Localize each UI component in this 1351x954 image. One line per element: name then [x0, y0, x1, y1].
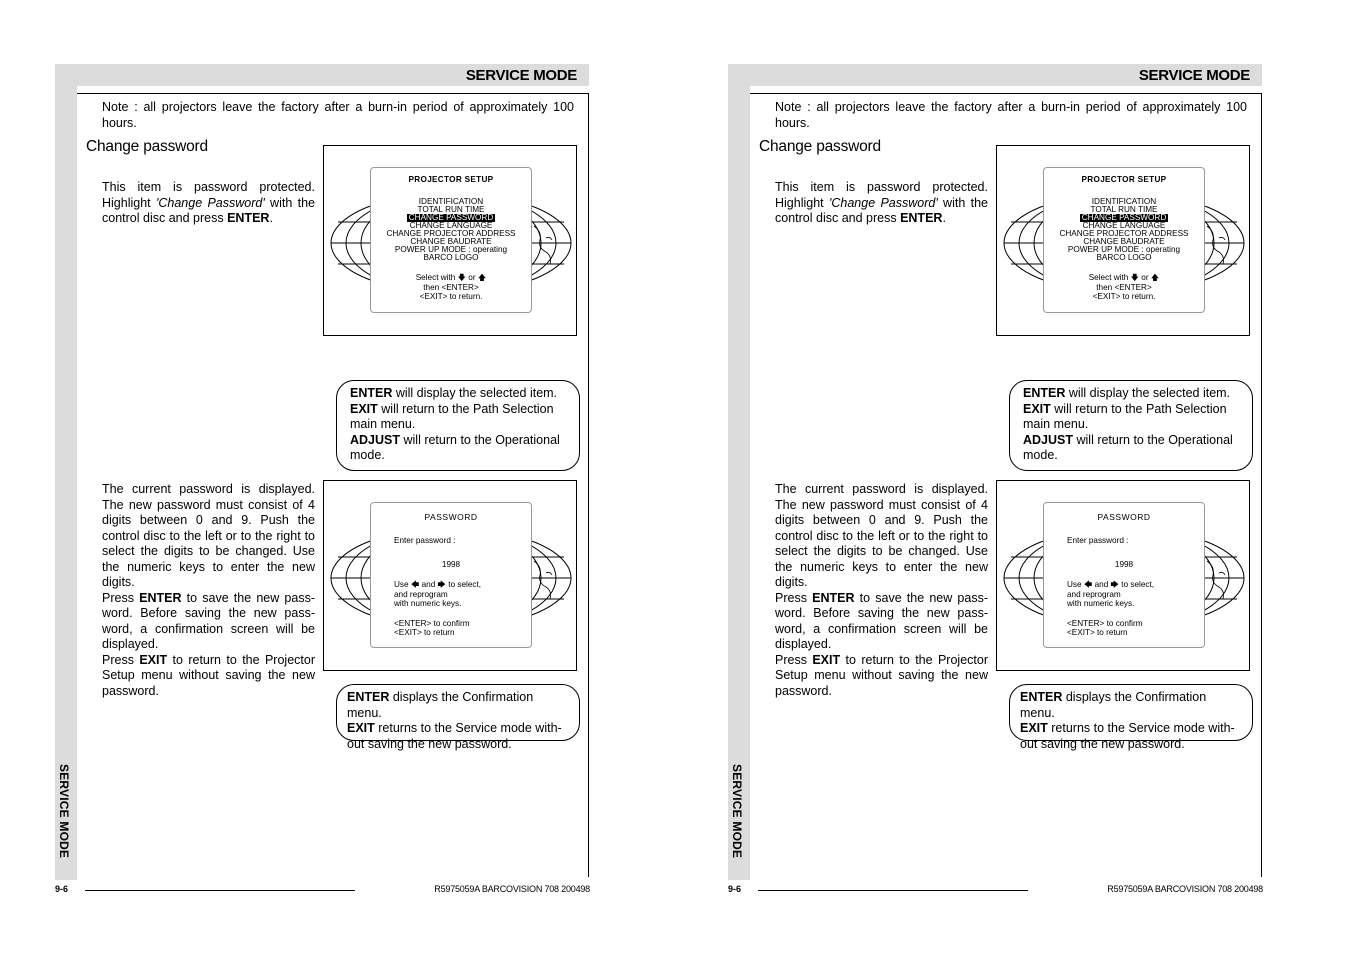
- document-page-right: [728, 64, 1264, 902]
- side-strip: [728, 64, 750, 880]
- arrow-left-icon: 🡄: [1083, 580, 1093, 589]
- password-value: 1998: [441, 560, 461, 569]
- password-prompt: Enter password :: [394, 536, 456, 545]
- menu-item[interactable]: CHANGE PROJECTOR ADDRESS: [386, 229, 516, 238]
- menu-items: [1044, 198, 1204, 262]
- password-screenshot: [323, 480, 577, 671]
- navigation-callout: ENTER will display the selected item. EXIT will return to the Path Selection main menu. ADJUST will return to the Operational mode.: [336, 380, 580, 471]
- navigation-callout: ENTER will display the selected item. EXIT will return to the Path Selection main menu. ADJUST will return to the Operational mode.: [1009, 380, 1253, 471]
- factory-note: Note : all projectors leave the factory after a burn-in period of approximately 100 hours.: [775, 100, 1247, 130]
- footer-page-number: 9-6: [728, 884, 742, 894]
- menu-footer: Select with 🡇 or 🡅 then <ENTER> <EXIT> to return.: [415, 273, 487, 301]
- side-label: SERVICE MODE: [57, 764, 71, 859]
- menu-item[interactable]: TOTAL RUN TIME: [1090, 205, 1158, 214]
- menu-item[interactable]: BARCO LOGO: [1096, 253, 1152, 262]
- menu-item[interactable]: CHANGE BAUDRATE: [410, 237, 492, 246]
- arrow-up-icon: 🡅: [477, 273, 487, 282]
- password-title: PASSWORD: [424, 512, 478, 522]
- top-rule: [750, 93, 1262, 94]
- menu-item[interactable]: POWER UP MODE : operating: [394, 245, 508, 254]
- password-value: 1998: [1114, 560, 1134, 569]
- section-title: Change password: [86, 138, 208, 155]
- arrow-left-icon: 🡄: [410, 580, 420, 589]
- header-bar: [77, 64, 589, 86]
- footer-rule: [758, 890, 1028, 891]
- menu-item[interactable]: POWER UP MODE : operating: [1067, 245, 1181, 254]
- menu-title: PROJECTOR SETUP: [408, 175, 494, 184]
- menu-item[interactable]: IDENTIFICATION: [1091, 197, 1157, 206]
- password-menu: [1043, 502, 1205, 648]
- password-screenshot: [996, 480, 1250, 671]
- menu-item[interactable]: CHANGE BAUDRATE: [1083, 237, 1165, 246]
- side-label: SERVICE MODE: [730, 764, 744, 859]
- arrow-right-icon: 🡆: [1110, 580, 1120, 589]
- password-menu: [370, 502, 532, 648]
- arrow-right-icon: 🡆: [437, 580, 447, 589]
- menu-item[interactable]: CHANGE LANGUAGE: [1082, 221, 1166, 230]
- intro-text: This item is password protected. Highlight 'Change Password' with the control disc and press ENTER.: [775, 180, 988, 225]
- intro-text: This item is password protected. Highlight 'Change Password' with the control disc and press ENTER.: [102, 180, 315, 225]
- arrow-down-icon: 🡇: [457, 273, 467, 282]
- side-strip: [55, 64, 77, 880]
- footer-document-id: R5975059A BARCOVISION 708 200498: [1107, 884, 1263, 894]
- factory-note: Note : all projectors leave the factory after a burn-in period of approximately 100 hours.: [102, 100, 574, 130]
- right-rule: [588, 93, 589, 877]
- password-actions: <ENTER> to confirm <EXIT> to return: [394, 618, 470, 637]
- projector-setup-menu: [1043, 167, 1205, 313]
- password-title: PASSWORD: [1097, 512, 1151, 522]
- arrow-up-icon: 🡅: [1150, 273, 1160, 282]
- menu-item[interactable]: TOTAL RUN TIME: [417, 205, 485, 214]
- menu-items: [371, 198, 531, 262]
- menu-item[interactable]: CHANGE LANGUAGE: [409, 221, 493, 230]
- footer-document-id: R5975059A BARCOVISION 708 200498: [434, 884, 590, 894]
- footer-rule: [85, 890, 355, 891]
- password-help: Use 🡄 and 🡆 to select, and reprogram with numeric keys.: [394, 580, 482, 608]
- confirmation-callout: ENTER displays the Confirmation menu. EXIT returns to the Service mode with-out saving the new password.: [1009, 684, 1253, 741]
- menu-item[interactable]: BARCO LOGO: [423, 253, 479, 262]
- menu-item[interactable]: CHANGE PROJECTOR ADDRESS: [1059, 229, 1189, 238]
- page-header-title: SERVICE MODE: [465, 67, 577, 84]
- confirmation-callout: ENTER displays the Confirmation menu. EXIT returns to the Service mode with-out saving the new password.: [336, 684, 580, 741]
- projector-setup-screenshot: [323, 145, 577, 336]
- menu-footer: Select with 🡇 or 🡅 then <ENTER> <EXIT> to return.: [1088, 273, 1160, 301]
- password-prompt: Enter password :: [1067, 536, 1129, 545]
- password-instructions: The current password is displayed. The new password must consist of 4 digits between 0 and 9. Push the control disc to the left or to the right to select the digits to be changed. Use the numeric keys to enter the new digits. Press ENTER to save the new pass-word. Before saving the new pass-word, a confirmation screen will be displayed. Press EXIT to return to the Projector Setup menu without saving the new password.: [775, 482, 988, 698]
- top-rule: [77, 93, 589, 94]
- password-help: Use 🡄 and 🡆 to select, and reprogram with numeric keys.: [1067, 580, 1155, 608]
- projector-setup-screenshot: [996, 145, 1250, 336]
- section-title: Change password: [759, 138, 881, 155]
- menu-item[interactable]: IDENTIFICATION: [418, 197, 484, 206]
- password-instructions: The current password is displayed. The new password must consist of 4 digits between 0 and 9. Push the control disc to the left or to the right to select the digits to be changed. Use the numeric keys to enter the new digits. Press ENTER to save the new pass-word. Before saving the new pass-word, a confirmation screen will be displayed. Press EXIT to return to the Projector Setup menu without saving the new password.: [102, 482, 315, 698]
- password-actions: <ENTER> to confirm <EXIT> to return: [1067, 618, 1143, 637]
- menu-item[interactable]: CHANGE PASSWORD: [408, 213, 494, 222]
- menu-title: PROJECTOR SETUP: [1081, 175, 1167, 184]
- menu-item[interactable]: CHANGE PASSWORD: [1081, 213, 1167, 222]
- projector-setup-menu: [370, 167, 532, 313]
- footer-page-number: 9-6: [55, 884, 69, 894]
- arrow-down-icon: 🡇: [1130, 273, 1140, 282]
- page-header-title: SERVICE MODE: [1138, 67, 1250, 84]
- right-rule: [1261, 93, 1262, 877]
- document-page-left: [55, 64, 591, 902]
- header-bar: [750, 64, 1262, 86]
